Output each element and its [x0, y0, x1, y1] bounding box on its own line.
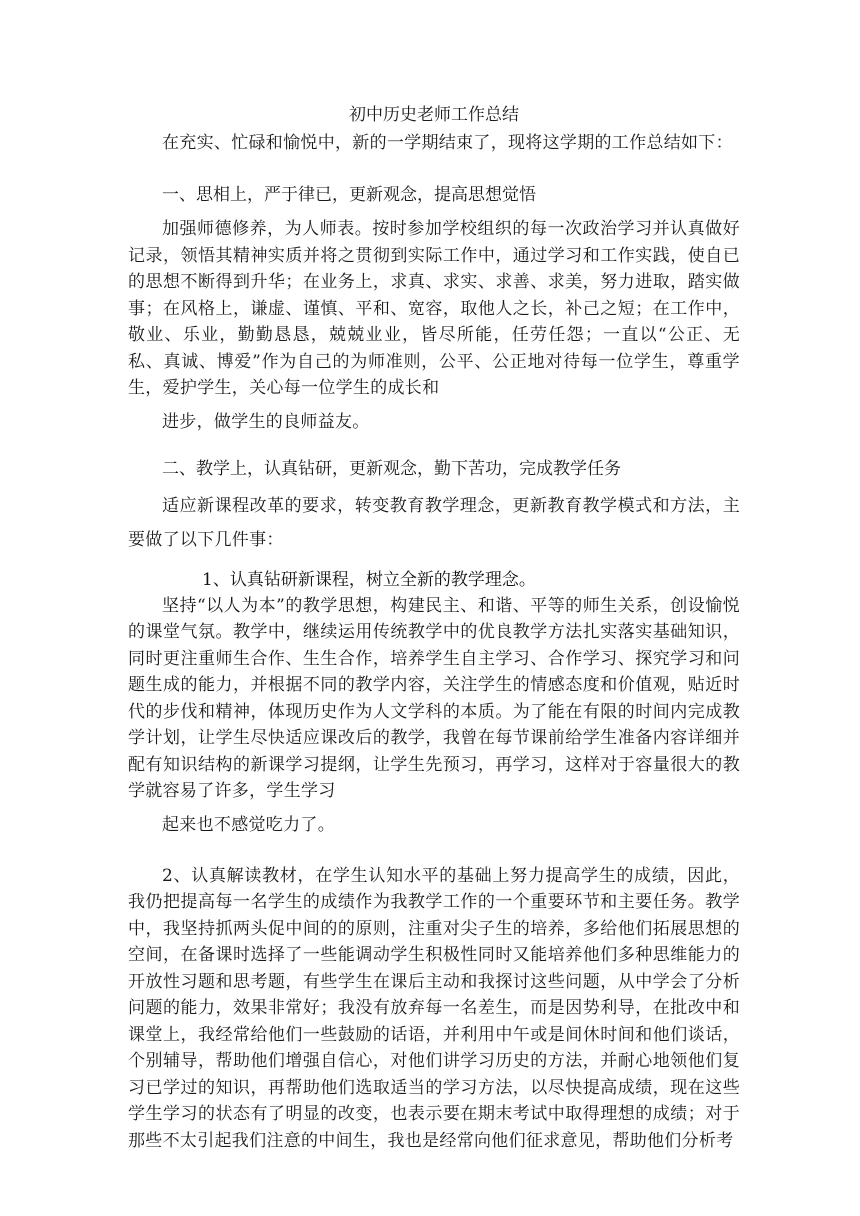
section-1-heading: 一、思相上，严于律已，更新观念，提高思想觉悟: [162, 185, 536, 205]
item-1-body-tail: 起来也不感觉吃力了。: [162, 814, 335, 835]
section-2-intro: 适应新课程改革的要求，转变教育教学理念，更新教育教学模式和方法，主要做了以下几件事：: [128, 495, 740, 550]
item-1-body: 坚持“以人为本”的教学思想，构建民主、和谐、平等的师生关系，创设愉悦的课堂气氛。教学中，继续运用传统教学中的优良教学方法扎实落实基础知识，同时更注重师生合作、生生合作，培养学生自主学习、合作学习、探究学习和问题生成的能力，并根据不同的教学内容，关注学生的情感态度和价值观，贴近时代的步伐和精神，体现历史作为人文学科的本质。为了能在有限的时间内完成教学计划，让学生尽快适应课改后的教学，我曾在每节课前给学生准备内容详细并配有知识结构的新课学习提纲，让学生先预习，再学习，这样对于容量很大的教学就容易了许多，学生学习: [128, 595, 740, 801]
section-1-paragraph: [128, 216, 740, 442]
document-body: [128, 104, 740, 1154]
intro-paragraph: 在充实、忙碌和愉悦中，新的一学期结束了，现将这学期的工作总结如下：: [162, 133, 733, 153]
item-1-paragraph: [128, 593, 740, 845]
item-2-paragraph: 2、认真解读教材，在学生认知水平的基础上努力提高学生的成绩，因此，我仍把提高每一名学生的成绩作为我教学工作的一个重要环节和主要任务。教学中，我坚持抓两头促中间的的原则，注重对尖子生的培养，多给他们拓展思想的空间，在备课时选择了一些能调动学生积极性同时又能培养他们多种思维能力的开放性习题和思考题，有些学生在课后主动和我探讨这些问题，从中学会了分析问题的能力，效果非常好；我没有放弃每一名差生，而是因势利导，在批改中和课堂上，我经常给他们一些鼓励的话语，并利用中午或是间休时间和他们谈话，个别辅导，帮助他们增强自信心，对他们讲学习历史的方法，并耐心地领他们复习已学过的知识，再帮助他们选取适当的学习方法，以尽快提高成绩，现在这些学生学习的状态有了明显的改变，也表示要在期末考试中取得理想的成绩；对于那些不太引起我们注意的中间生，我也是经常向他们征求意见，帮助他们分析考: [128, 865, 740, 1151]
document-title: 初中历史老师工作总结: [349, 105, 519, 125]
item-1-heading: 1、认真钻研新课程，树立全新的教学理念。: [202, 569, 536, 590]
section-1-body-tail: 进步，做学生的良师益友。: [162, 411, 370, 432]
section-1-body: 加强师德修养，为人师表。按时参加学校组织的每一次政治学习并认真做好记录，领悟其精神实质并将之贯彻到实际工作中，通过学习和工作实践，使自已的思想不断得到升华；在业务上，求真、求实、求善、求美，努力进取，踏实做事；在风格上，谦虚、谨慎、平和、宽容，取他人之长，补己之短；在工作中，敬业、乐业，勤勤恳恳，兢兢业业，皆尽所能，任劳任怨；一直以“公正、无私、真诚、博爱”作为自己的为师准则，公平、公正地对待每一位学生，尊重学生，爱护学生，关心每一位学生的成长和: [128, 219, 740, 398]
section-2-heading: 二、教学上，认真钻研，更新观念，勤下苦功，完成教学任务: [162, 458, 621, 479]
